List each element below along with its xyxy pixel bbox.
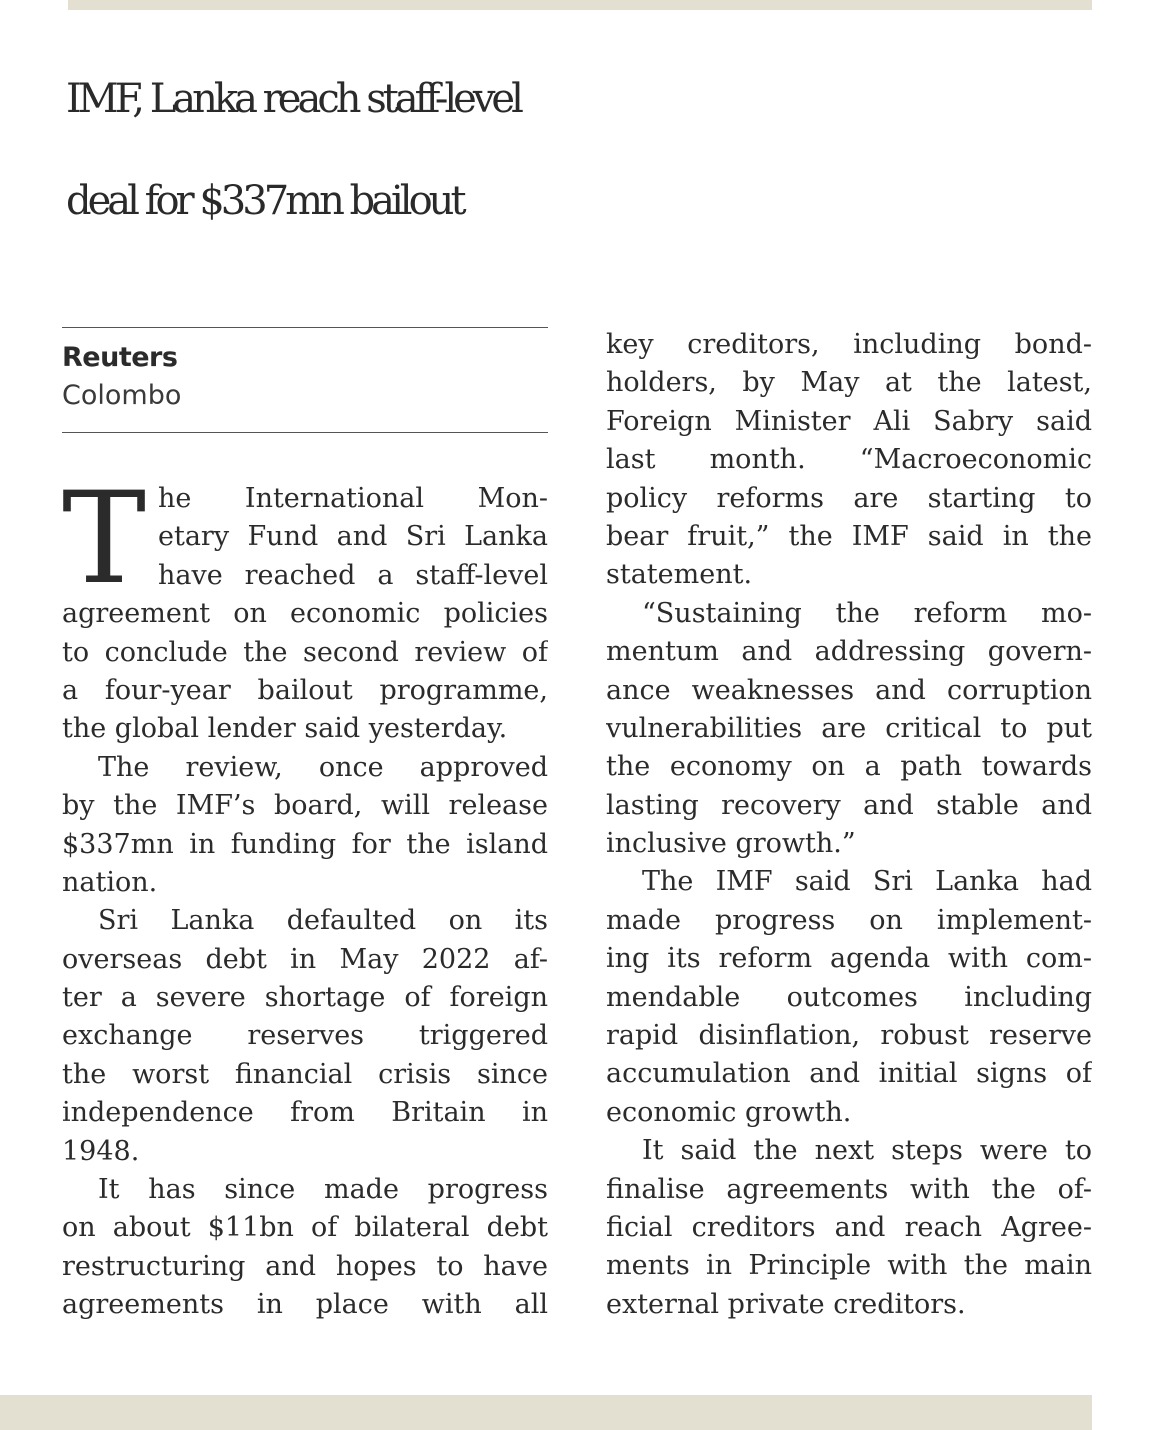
text-line: rapid disinflation, robust reserve <box>606 1020 1092 1052</box>
text-line: “Sustaining the reform mo- <box>642 597 1092 629</box>
text-line: on about $11bn of bilateral debt <box>62 1212 548 1244</box>
text-line: ing its reform agenda with com- <box>606 943 1092 975</box>
text-line: agreements in place with all <box>62 1289 548 1321</box>
text-line: mendable outcomes including <box>606 981 1092 1013</box>
text-line: $337mn in funding for the island <box>62 828 548 860</box>
article-column-right <box>606 326 1092 1324</box>
top-decorative-bar <box>68 0 1092 10</box>
text-line: Sri Lanka defaulted on its <box>98 905 548 937</box>
byline <box>62 327 548 433</box>
text-line: The review, once approved <box>98 751 548 783</box>
byline-dateline: Colombo <box>62 380 182 411</box>
text-line: mentum and addressing govern- <box>606 636 1092 668</box>
text-line: overseas debt in May 2022 af- <box>62 943 548 975</box>
text-line: the economy on a path towards <box>606 751 1092 783</box>
text-line: finalise agreements with the of- <box>606 1173 1092 1205</box>
text-line: ments in Principle with the main <box>606 1250 1092 1282</box>
byline-source: Reuters <box>62 342 178 373</box>
bottom-decorative-bar <box>0 1395 1092 1430</box>
drop-cap: T <box>62 465 147 612</box>
text-line: inclusive growth.” <box>606 828 856 860</box>
text-line: etary Fund and Sri Lanka <box>158 521 548 553</box>
text-line: last month. “Macroeconomic <box>606 444 1092 476</box>
text-line: made progress on implement- <box>606 904 1092 936</box>
text-line: independence from Britain in <box>62 1097 548 1129</box>
text-line: nation. <box>62 866 158 898</box>
text-line: exchange reserves triggered <box>62 1020 548 1052</box>
text-line: lasting recovery and stable and <box>606 789 1092 821</box>
text-line: restructuring and hopes to have <box>62 1250 548 1282</box>
text-line: statement. <box>606 559 753 591</box>
text-line: to conclude the second review of <box>62 636 548 668</box>
text-line: 1948. <box>62 1135 140 1167</box>
text-line: The IMF said Sri Lanka had <box>642 866 1092 898</box>
text-line: policy reforms are starting to <box>606 482 1092 514</box>
article-column-left <box>62 465 548 1325</box>
headline-line-1: IMF, Lanka reach staff-level <box>66 76 520 122</box>
text-line: vulnerabilities are critical to put <box>606 712 1092 744</box>
text-line: key creditors, including bond- <box>606 329 1092 360</box>
text-line: have reached a staff-level <box>158 559 548 591</box>
text-line: It said the next steps were to <box>642 1135 1092 1167</box>
text-line: economic growth. <box>606 1096 852 1128</box>
text-line: the worst financial crisis since <box>62 1058 548 1090</box>
text-line: holders, by May at the latest, <box>606 367 1092 399</box>
text-line: It has since made progress <box>98 1174 548 1206</box>
text-line: accumulation and initial signs of <box>606 1058 1092 1090</box>
text-line: agreement on economic policies <box>62 598 548 630</box>
text-line: by the IMF’s board, will release <box>62 790 548 822</box>
text-line: he International Mon- <box>158 483 548 514</box>
text-line: external private creditors. <box>606 1288 966 1320</box>
headline <box>66 48 1106 252</box>
text-line: Foreign Minister Ali Sabry said <box>606 405 1092 437</box>
text-line: ficial creditors and reach Agree- <box>606 1211 1092 1243</box>
text-line: bear fruit,” the IMF said in the <box>606 520 1092 552</box>
text-line: ance weaknesses and corruption <box>606 674 1092 706</box>
headline-line-2: deal for $337mn bailout <box>66 178 463 224</box>
text-line: ter a severe shortage of foreign <box>62 982 548 1014</box>
text-line: the global lender said yesterday. <box>62 713 508 745</box>
text-line: a four-year bailout programme, <box>62 674 548 706</box>
